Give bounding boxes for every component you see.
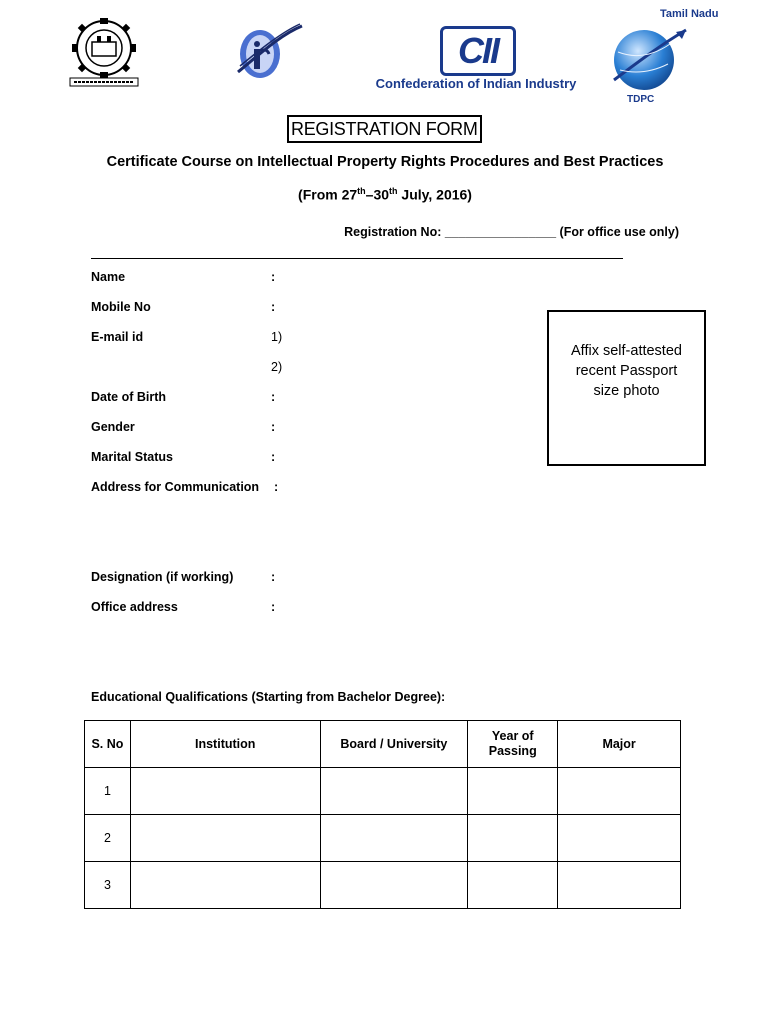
cell-major[interactable]: [558, 815, 681, 862]
tdpc-top-text: Tamil Nadu: [660, 8, 719, 20]
field-label-mobile: Mobile No: [91, 300, 151, 314]
field-colon-designation: :: [271, 570, 276, 584]
photo-box-line: Affix self-attested: [571, 343, 682, 359]
cii-full-name: Confederation of Indian Industry: [375, 76, 577, 91]
cell-institution[interactable]: [130, 768, 320, 815]
cell-year[interactable]: [468, 862, 558, 909]
photo-box-line: recent Passport: [575, 363, 678, 379]
field-label-name: Name: [91, 270, 126, 284]
row-number: 1: [85, 768, 131, 815]
field-colon-address: :: [274, 480, 279, 494]
row-number: 2: [85, 815, 131, 862]
col-header-institution: Institution: [130, 721, 320, 768]
field-colon-marital: :: [271, 450, 276, 464]
cell-year[interactable]: [468, 815, 558, 862]
col-header-major: Major: [558, 721, 681, 768]
field-label-address: Address for Communication: [91, 480, 260, 494]
education-heading: Educational Qualifications (Starting from Bachelor Degree):: [91, 690, 446, 704]
field-colon-dob: :: [271, 390, 276, 404]
field-label-marital: Marital Status: [91, 450, 173, 464]
anna-university-seal-icon: [68, 18, 140, 88]
cell-institution[interactable]: [130, 862, 320, 909]
table-row: [85, 862, 681, 909]
cell-major[interactable]: [558, 768, 681, 815]
form-title: REGISTRATION FORM: [287, 115, 482, 143]
tdpc-bottom-text: TDPC: [627, 94, 655, 105]
field-label-gender: Gender: [91, 420, 135, 434]
field-colon-name: :: [271, 270, 276, 284]
cell-major[interactable]: [558, 862, 681, 909]
row-number: 3: [85, 862, 131, 909]
cell-board[interactable]: [320, 768, 468, 815]
field-label-dob: Date of Birth: [91, 390, 166, 404]
table-row: [85, 768, 681, 815]
col-header-sno: S. No: [85, 721, 131, 768]
divider-rule: [91, 258, 623, 259]
field-colon-gender: :: [271, 420, 276, 434]
photo-box: [547, 310, 706, 466]
course-title: Certificate Course on Intellectual Property Rights Procedures and Best Practices: [106, 154, 664, 170]
field-email-2: 2): [271, 360, 283, 374]
cell-year[interactable]: [468, 768, 558, 815]
table-row: [85, 815, 681, 862]
field-label-designation: Designation (if working): [91, 570, 234, 584]
ipr-swirl-logo-icon: [232, 22, 304, 82]
field-colon-mobile: :: [271, 300, 276, 314]
cii-logo-mark: CII: [440, 26, 516, 76]
course-dates: (From 27th–30th July, 2016): [298, 186, 472, 203]
education-table: [84, 720, 681, 909]
field-label-office: Office address: [91, 600, 178, 614]
cell-board[interactable]: [320, 862, 468, 909]
registration-number-line: Registration No: ________________ (For office use only): [344, 225, 679, 239]
tdpc-globe-icon: [608, 22, 692, 94]
field-email-1: 1): [271, 330, 283, 344]
photo-box-line: size photo: [593, 383, 660, 399]
cell-board[interactable]: [320, 815, 468, 862]
field-label-email: E-mail id: [91, 330, 144, 344]
col-header-year: Year of Passing: [468, 721, 558, 768]
col-header-board: Board / University: [320, 721, 468, 768]
field-colon-office: :: [271, 600, 276, 614]
table-header-row: [85, 721, 681, 768]
cell-institution[interactable]: [130, 815, 320, 862]
